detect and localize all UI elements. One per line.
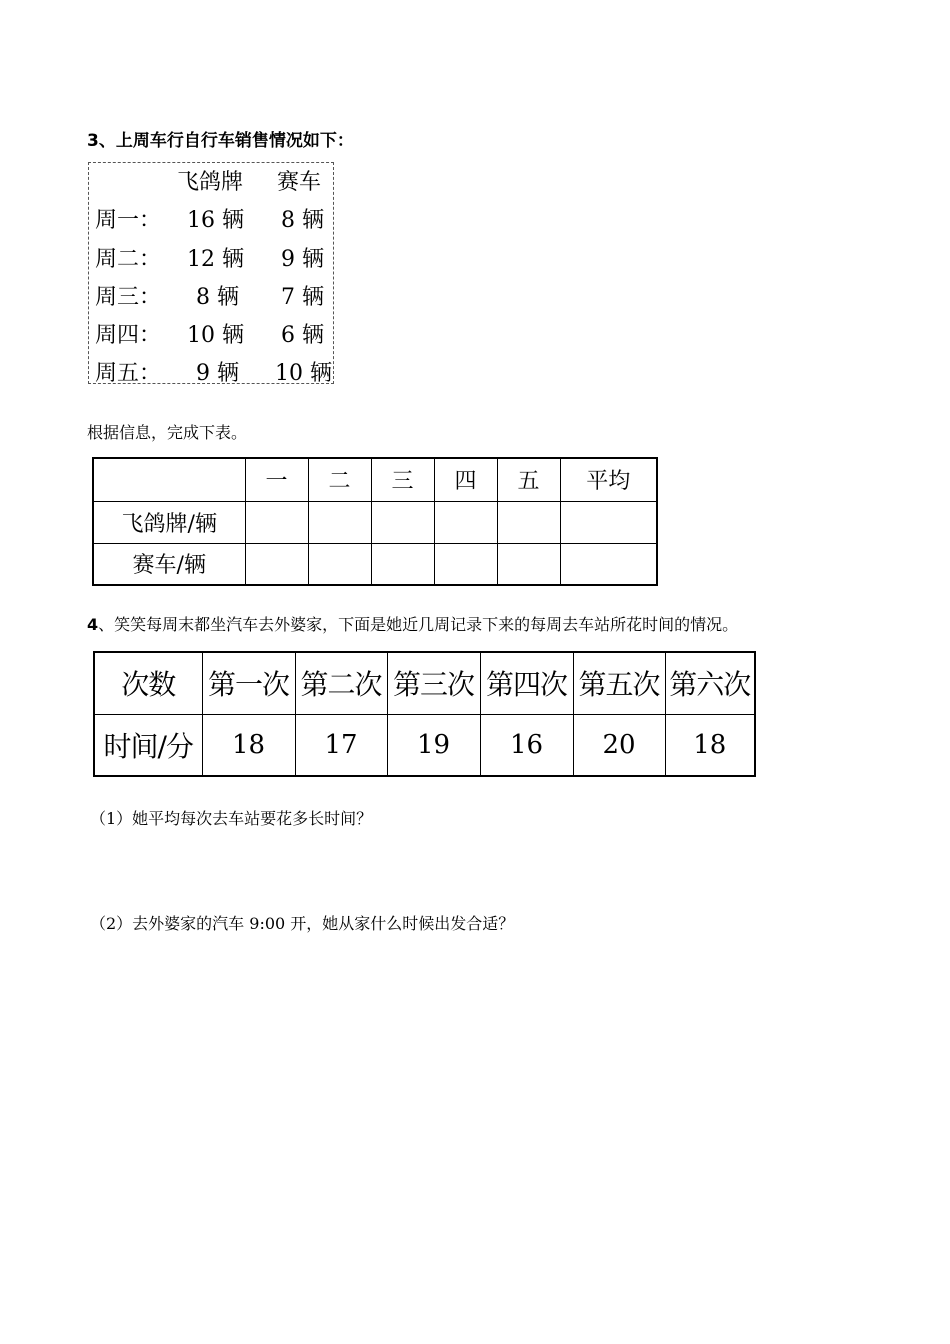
info-saiche-value: 8 辆 [281,208,324,233]
info-feige-value: 12 辆 [187,247,244,272]
table-header-cell: 第三次 [387,652,480,714]
info-saiche-value: 7 辆 [281,285,324,310]
answer-cell[interactable] [497,501,560,543]
question-4-text: 、笑笑每周末都坐汽车去外婆家，下面是她近几周记录下来的每周去车站所花时间的情况。 [98,615,739,634]
table-header-cell: 一 [245,458,308,501]
question-4-number: 4 [87,615,99,634]
table-header-cell: 平均 [560,458,657,501]
answer-cell[interactable] [308,501,371,543]
answer-cell[interactable] [434,501,497,543]
table-cell: 18 [202,714,295,776]
info-feige-value: 10 辆 [187,323,244,348]
answer-cell[interactable] [560,543,657,585]
answer-cell[interactable] [371,543,434,585]
table-cell: 18 [665,714,755,776]
table-header-cell: 四 [434,458,497,501]
answer-cell[interactable] [245,543,308,585]
sub-question-1: （1）她平均每次去车站要花多长时间？ [90,809,373,828]
info-saiche-value: 9 辆 [281,247,324,272]
table-header-cell: 五 [497,458,560,501]
info-feige-value: 9 辆 [196,361,239,386]
question-3-title: 3、上周车行自行车销售情况如下： [87,131,354,151]
info-day: 周二： [95,247,162,272]
answer-cell[interactable] [371,501,434,543]
answer-cell[interactable] [560,501,657,543]
table-header-cell: 第六次 [665,652,755,714]
sales-summary-table [92,457,658,586]
question-3-instruction: 根据信息，完成下表。 [87,423,248,442]
sub-question-2: （2）去外婆家的汽车 9:00 开，她从家什么时候出发合适？ [90,914,515,933]
table-row-label: 飞鸽牌/辆 [93,501,245,543]
travel-time-table [93,651,756,777]
table-cell: 17 [295,714,387,776]
table-header-cell: 第五次 [573,652,665,714]
answer-cell[interactable] [245,501,308,543]
table-corner-cell [93,458,245,501]
sales-info-box [88,162,334,384]
answer-cell[interactable] [434,543,497,585]
info-header-saiche: 赛车 [277,170,322,195]
info-saiche-value: 6 辆 [281,323,324,348]
table-cell: 16 [480,714,573,776]
table-row-label: 赛车/辆 [93,543,245,585]
info-day: 周一： [95,208,162,233]
answer-cell[interactable] [497,543,560,585]
table-header-cell: 第二次 [295,652,387,714]
table-header-cell: 第四次 [480,652,573,714]
answer-cell[interactable] [308,543,371,585]
table-cell: 19 [387,714,480,776]
info-day: 周四： [95,323,162,348]
info-feige-value: 16 辆 [187,208,244,233]
info-day: 周三： [95,285,162,310]
table-cell: 20 [573,714,665,776]
info-day: 周五： [95,361,162,386]
table-header-cell: 三 [371,458,434,501]
table-row-label: 时间/分 [94,714,202,776]
info-saiche-value: 10 辆 [275,361,332,386]
info-header-feige: 飞鸽牌 [177,170,244,195]
question-4-title [87,612,738,635]
info-feige-value: 8 辆 [196,285,239,310]
table-header-cell: 第一次 [202,652,295,714]
table-header-cell: 二 [308,458,371,501]
table-row-label: 次数 [94,652,202,714]
